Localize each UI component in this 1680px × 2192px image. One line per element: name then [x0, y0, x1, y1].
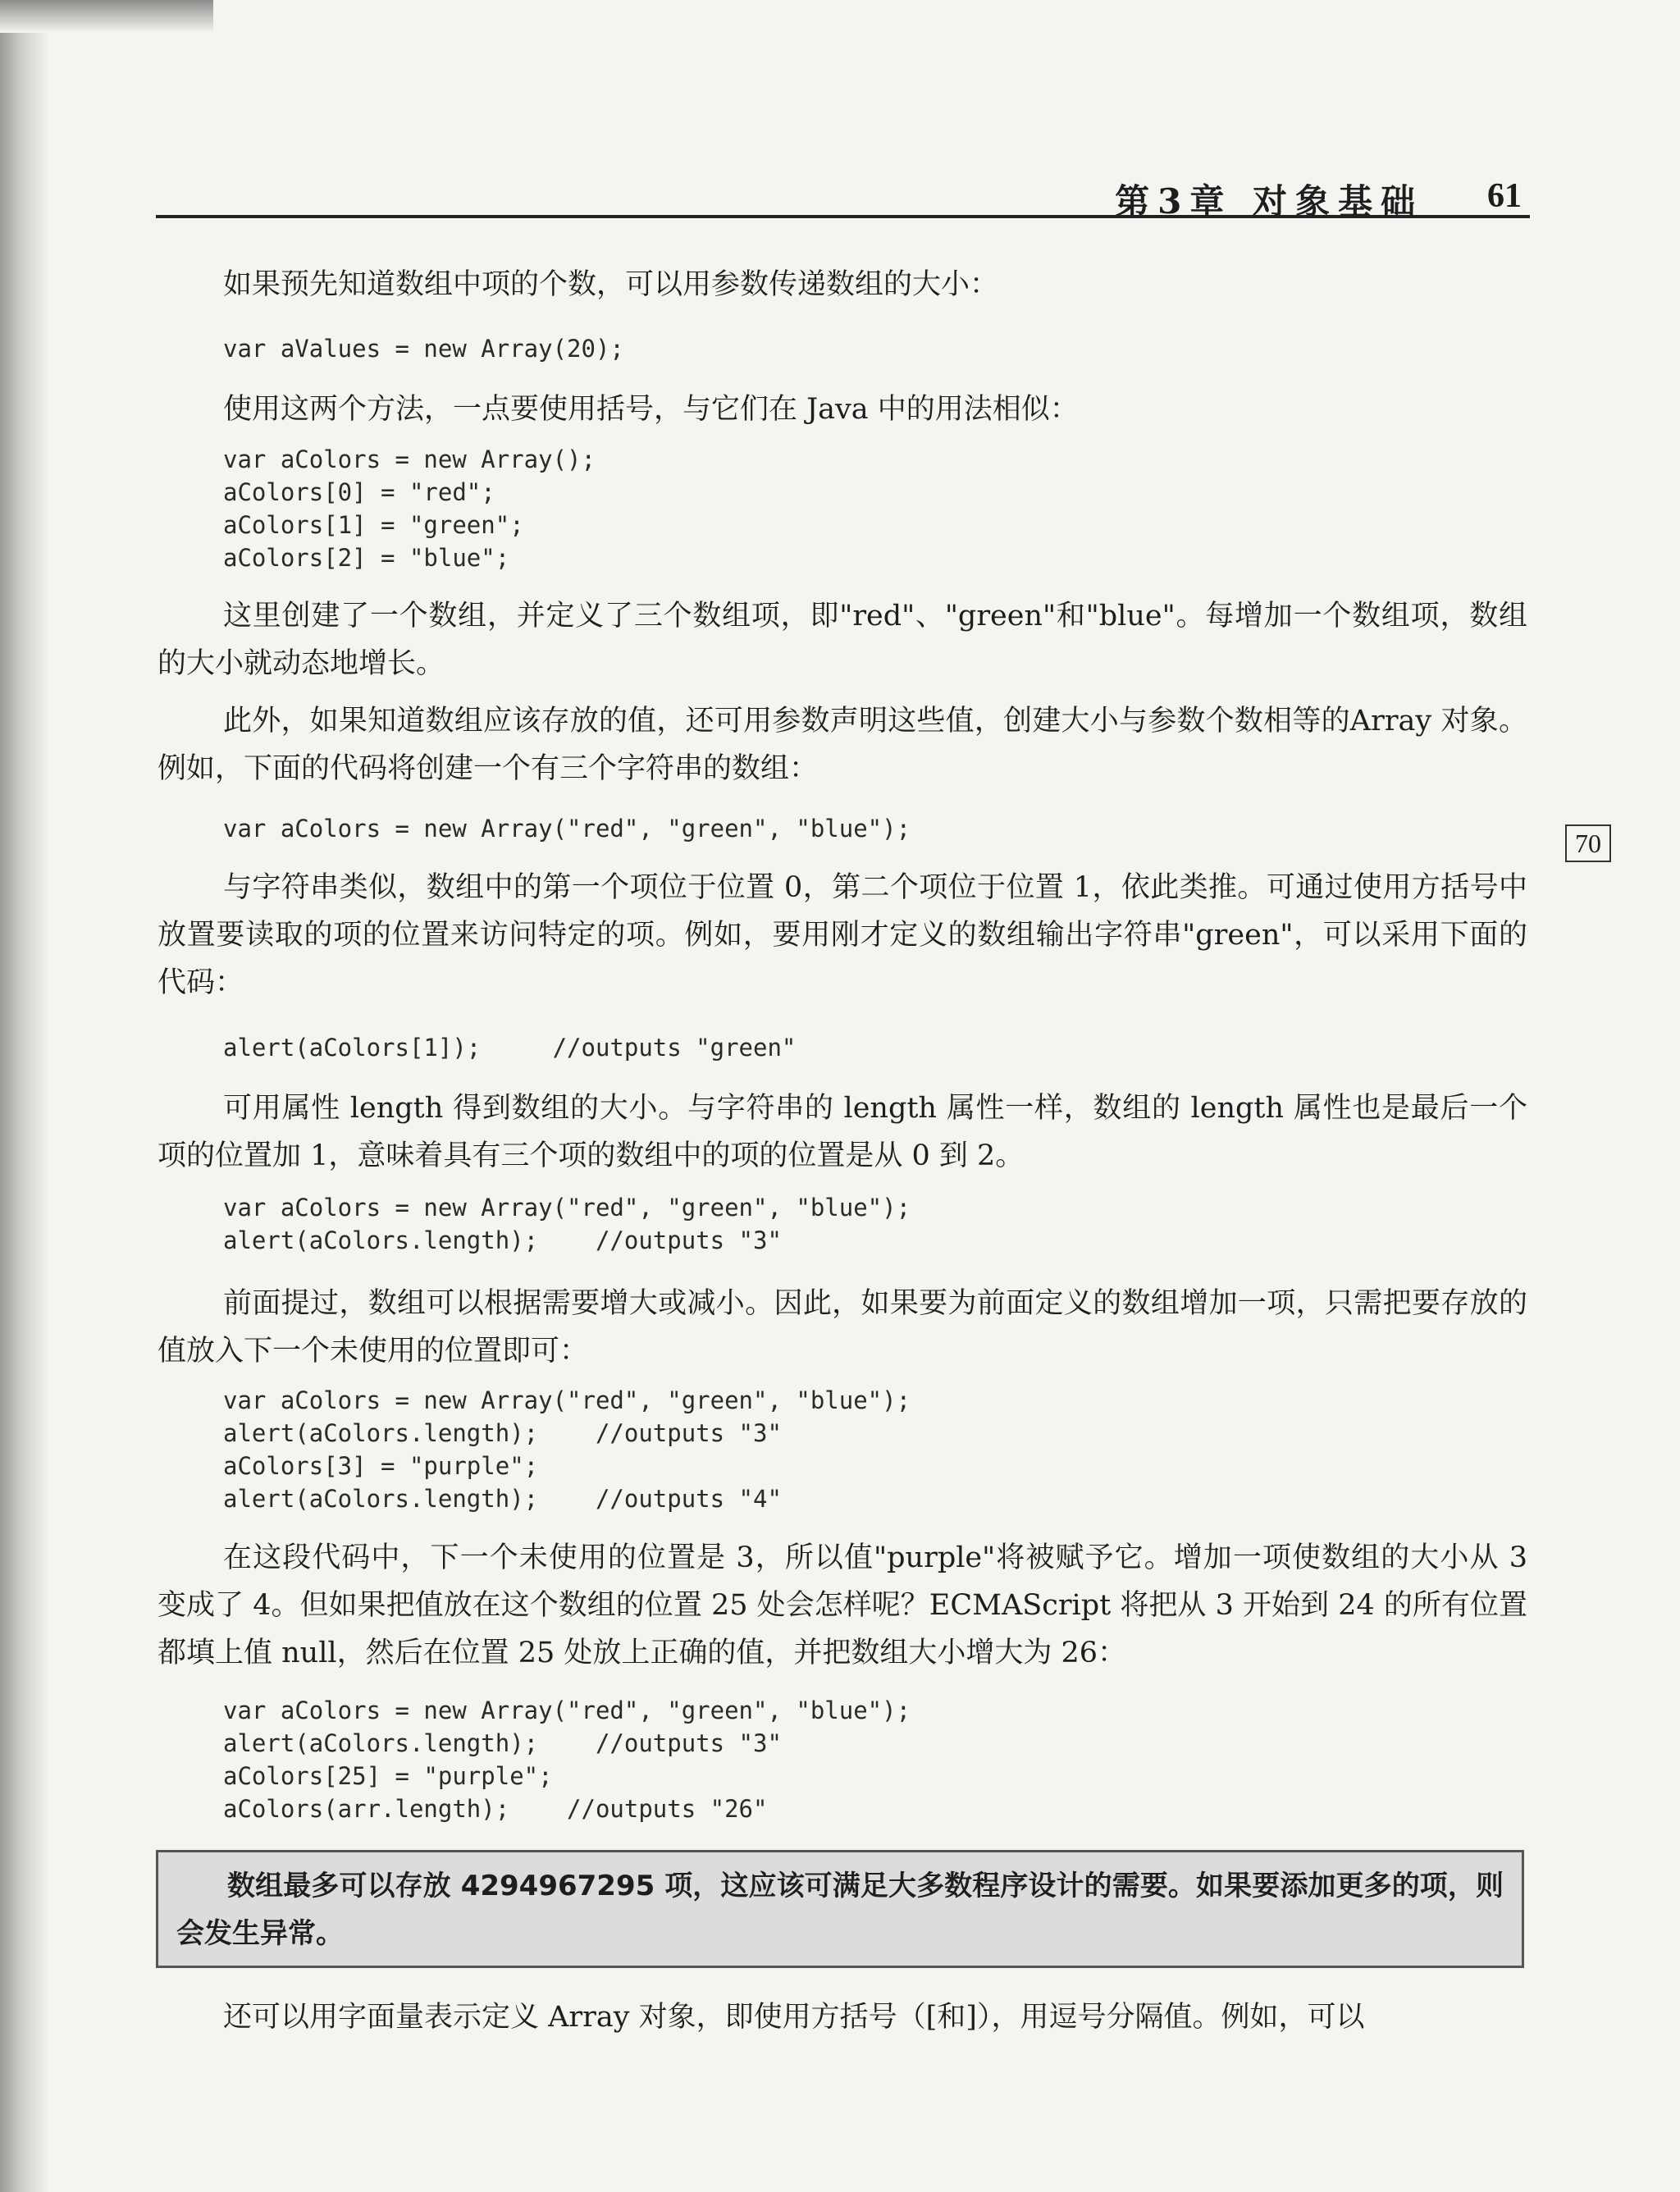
paragraph: 还可以用字面量表示定义 Array 对象，即使用方括号（[和]），用逗号分隔值。例如，可以: [223, 2001, 1365, 2034]
code-block: var aColors = new Array(); aColors[0] = "red"; aColors[1] = "green"; aColors[2] = "blue";: [223, 445, 596, 572]
paragraph: 这里创建了一个数组，并定义了三个数组项，即"red"、"green"和"blue"。每增加一个数组项，数组的大小就动态地增长。: [158, 600, 1527, 680]
page-gutter-shadow: [0, 0, 49, 2192]
note-box: [156, 1850, 1524, 1968]
running-header: [156, 168, 1530, 221]
paragraph: 在这段代码中，下一个未使用的位置是 3，所以值"purple"将被赋予它。增加一项使数组的大小从 3 变成了 4。但如果把值放在这个数组的位置 25 处会怎样呢？ECMAScript 将把从 3 开始到 24 的所有位置都填上值 null，然后在位置 25 处放上正确的值，并把数组大小增大为 26：: [158, 1541, 1527, 1669]
code-block: alert(aColors[1]); //outputs "green": [223, 1034, 797, 1062]
code-block: var aColors = new Array("red", "green", "blue"); alert(aColors.length); //outputs "3" aColors[3] = "purple"; alert(aColors.length); //outputs "4": [223, 1386, 911, 1513]
paragraph: 此外，如果知道数组应该存放的值，还可用参数声明这些值，创建大小与参数个数相等的Array 对象。例如，下面的代码将创建一个有三个字符串的数组：: [158, 705, 1527, 785]
page-corner-shadow: [0, 0, 213, 33]
paragraph: 使用这两个方法，一点要使用括号，与它们在 Java 中的用法相似：: [223, 393, 1079, 426]
margin-page-reference: 70: [1565, 824, 1611, 862]
paragraph: 前面提过，数组可以根据需要增大或减小。因此，如果要为前面定义的数组增加一项，只需把要存放的值放入下一个未使用的位置即可：: [158, 1287, 1527, 1368]
header-rule: [156, 215, 1530, 218]
paragraph: 可用属性 length 得到数组的大小。与字符串的 length 属性一样，数组的 length 属性也是最后一个项的位置加 1，意味着具有三个项的数组中的项的位置是从 0 到 2。: [158, 1092, 1527, 1172]
code-block: var aColors = new Array("red", "green", "blue"); alert(aColors.length); //outputs "3": [223, 1194, 911, 1254]
chapter-title: 第3章 对象基础: [1115, 181, 1423, 221]
paragraph: 如果预先知道数组中项的个数，可以用参数传递数组的大小：: [223, 268, 999, 301]
code-block: var aValues = new Array(20);: [223, 335, 624, 363]
note-text: 数组最多可以存放 4294967295 项，这应该可满足大多数程序设计的需要。如果要添加更多的项，则会发生异常。: [176, 1870, 1504, 1950]
paragraph: 与字符串类似，数组中的第一个项位于位置 0，第二个项位于位置 1，依此类推。可通过使用方括号中放置要读取的项的位置来访问特定的项。例如，要用刚才定义的数组输出字符串"green"，可以采用下面的代码：: [158, 871, 1527, 999]
code-block: var aColors = new Array("red", "green", "blue"); alert(aColors.length); //outputs "3" aColors[25] = "purple"; aColors(arr.length); //outputs "26": [223, 1697, 911, 1823]
page-number: 61: [1487, 177, 1522, 215]
code-block: var aColors = new Array("red", "green", "blue");: [223, 815, 911, 843]
